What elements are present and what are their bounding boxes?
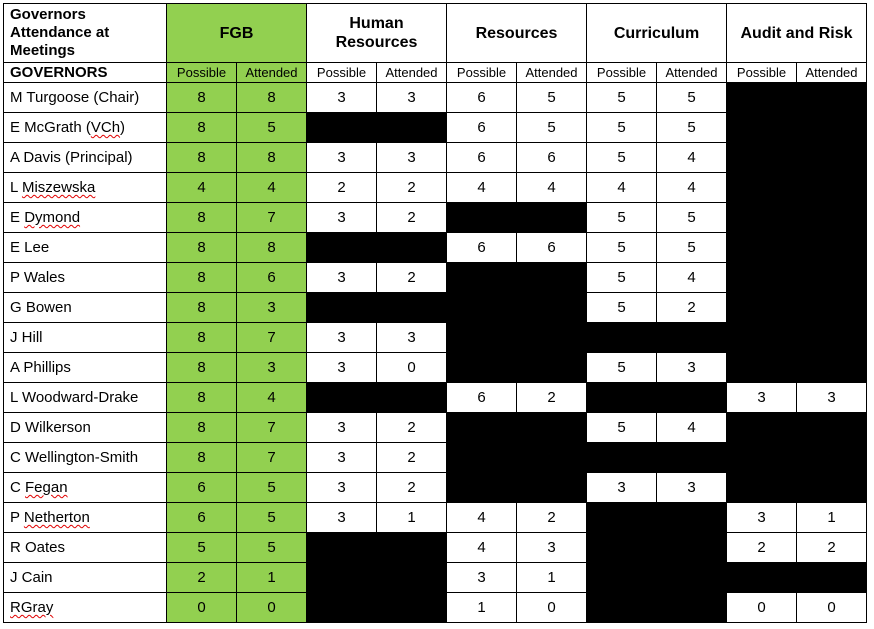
table-row [4, 413, 867, 443]
spellcheck-squiggle: Netherton [23, 509, 90, 526]
fgb-attended-cell: 3 [237, 353, 307, 383]
resources-possible-cell: 6 [447, 383, 517, 413]
governor-name: E Lee [4, 233, 167, 263]
fgb-attended-cell: 5 [237, 533, 307, 563]
fgb-possible-cell: 8 [167, 293, 237, 323]
governor-name: E McGrath (VCh) [4, 113, 167, 143]
curriculum-not-member-cell [587, 533, 727, 563]
curriculum-attended-cell: 5 [657, 233, 727, 263]
attendance-table [3, 3, 867, 623]
audit-not-member-cell [727, 173, 867, 203]
governor-name: A Phillips [4, 353, 167, 383]
table-row [4, 323, 867, 353]
fgb-attended-cell: 6 [237, 263, 307, 293]
hr-attended-cell: 3 [377, 83, 447, 113]
curriculum-not-member-cell [587, 503, 727, 533]
fgb-attended-cell: 7 [237, 413, 307, 443]
fgb-attended-cell: 5 [237, 113, 307, 143]
governor-name: M Turgoose (Chair) [4, 83, 167, 113]
audit-not-member-cell [727, 443, 867, 473]
curriculum-not-member-cell [587, 593, 727, 623]
spellcheck-squiggle: Fegan [25, 479, 68, 496]
table-row [4, 503, 867, 533]
fgb-possible-cell: 8 [167, 323, 237, 353]
governor-name: P Wales [4, 263, 167, 293]
governor-name: J Cain [4, 563, 167, 593]
audit-not-member-cell [727, 323, 867, 353]
hr-attended-cell: 3 [377, 323, 447, 353]
hr-attended-cell: 2 [377, 443, 447, 473]
group-header-audit-and-risk: Audit and Risk [727, 4, 867, 63]
table-row [4, 83, 867, 113]
hr-not-member-cell [307, 113, 447, 143]
resources-not-member-cell [447, 473, 587, 503]
table-title: Governors Attendance at Meetings [4, 4, 167, 63]
curriculum-possible-cell: 5 [587, 413, 657, 443]
curriculum-possible-cell: 4 [587, 173, 657, 203]
group-header-resources: Resources [447, 4, 587, 63]
audit-possible-cell: 3 [727, 503, 797, 533]
fgb-attended-cell: 5 [237, 473, 307, 503]
fgb-attended-cell: 0 [237, 593, 307, 623]
governors-column-header: GOVERNORS [4, 63, 167, 83]
hr-possible-cell: 3 [307, 203, 377, 233]
audit-attended-cell: 1 [797, 503, 867, 533]
resources-attended-cell: 0 [517, 593, 587, 623]
fgb-possible-cell: 8 [167, 413, 237, 443]
fgb-attended-cell: 8 [237, 233, 307, 263]
curriculum-attended-header: Attended [657, 63, 727, 83]
resources-attended-cell: 3 [517, 533, 587, 563]
audit-attended-cell: 3 [797, 383, 867, 413]
curriculum-attended-cell: 4 [657, 173, 727, 203]
fgb-possible-cell: 2 [167, 563, 237, 593]
curriculum-not-member-cell [587, 383, 727, 413]
curriculum-possible-cell: 5 [587, 83, 657, 113]
curriculum-possible-cell: 5 [587, 293, 657, 323]
resources-possible-cell: 6 [447, 233, 517, 263]
spellcheck-squiggle: VCh [90, 119, 121, 136]
hr-not-member-cell [307, 383, 447, 413]
curriculum-possible-header: Possible [587, 63, 657, 83]
resources-not-member-cell [447, 203, 587, 233]
fgb-attended-header: Attended [237, 63, 307, 83]
curriculum-attended-cell: 2 [657, 293, 727, 323]
fgb-possible-cell: 8 [167, 143, 237, 173]
fgb-possible-cell: 8 [167, 443, 237, 473]
table-row [4, 473, 867, 503]
hr-possible-cell: 3 [307, 473, 377, 503]
resources-possible-cell: 1 [447, 593, 517, 623]
table-row [4, 293, 867, 323]
audit-not-member-cell [727, 113, 867, 143]
fgb-attended-cell: 4 [237, 173, 307, 203]
fgb-attended-cell: 4 [237, 383, 307, 413]
governor-name: L Miszewska [4, 173, 167, 203]
curriculum-attended-cell: 4 [657, 143, 727, 173]
resources-possible-cell: 6 [447, 113, 517, 143]
spellcheck-squiggle: Miszewska [21, 179, 96, 196]
curriculum-attended-cell: 4 [657, 263, 727, 293]
fgb-attended-cell: 7 [237, 443, 307, 473]
resources-possible-cell: 6 [447, 83, 517, 113]
fgb-possible-cell: 8 [167, 203, 237, 233]
resources-not-member-cell [447, 443, 587, 473]
hr-attended-cell: 2 [377, 173, 447, 203]
governor-name: E Dymond [4, 203, 167, 233]
resources-possible-cell: 4 [447, 533, 517, 563]
curriculum-attended-cell: 3 [657, 473, 727, 503]
table-row [4, 173, 867, 203]
resources-possible-cell: 4 [447, 503, 517, 533]
fgb-possible-cell: 5 [167, 533, 237, 563]
fgb-attended-cell: 1 [237, 563, 307, 593]
governor-name [4, 593, 167, 623]
audit-not-member-cell [727, 233, 867, 263]
hr-attended-cell: 2 [377, 413, 447, 443]
fgb-possible-cell: 8 [167, 233, 237, 263]
curriculum-possible-cell: 5 [587, 203, 657, 233]
curriculum-attended-cell: 4 [657, 413, 727, 443]
resources-attended-cell: 2 [517, 503, 587, 533]
fgb-possible-cell: 8 [167, 263, 237, 293]
audit-possible-cell: 3 [727, 383, 797, 413]
curriculum-possible-cell: 5 [587, 263, 657, 293]
fgb-attended-cell: 3 [237, 293, 307, 323]
hr-possible-cell: 3 [307, 83, 377, 113]
curriculum-attended-cell: 5 [657, 83, 727, 113]
fgb-attended-cell: 7 [237, 323, 307, 353]
curriculum-not-member-cell [587, 443, 727, 473]
governor-name: J Hill [4, 323, 167, 353]
resources-attended-cell: 6 [517, 233, 587, 263]
spellcheck-squiggle: Dymond [24, 209, 81, 226]
governor-name: C Wellington-Smith [4, 443, 167, 473]
fgb-possible-cell: 8 [167, 383, 237, 413]
hr-attended-cell: 2 [377, 473, 447, 503]
resources-possible-header: Possible [447, 63, 517, 83]
curriculum-not-member-cell [587, 323, 727, 353]
resources-attended-cell: 5 [517, 83, 587, 113]
audit-not-member-cell [727, 563, 867, 593]
audit-not-member-cell [727, 353, 867, 383]
governor-name: R Oates [4, 533, 167, 563]
resources-possible-cell: 6 [447, 143, 517, 173]
table-row [4, 203, 867, 233]
resources-attended-cell: 1 [517, 563, 587, 593]
curriculum-possible-cell: 5 [587, 113, 657, 143]
hr-possible-cell: 3 [307, 443, 377, 473]
curriculum-possible-cell: 5 [587, 233, 657, 263]
table-row [4, 383, 867, 413]
hr-possible-cell: 3 [307, 323, 377, 353]
fgb-attended-cell: 5 [237, 503, 307, 533]
audit-possible-cell: 2 [727, 533, 797, 563]
group-header-curriculum: Curriculum [587, 4, 727, 63]
curriculum-possible-cell: 5 [587, 143, 657, 173]
governor-name: C Fegan [4, 473, 167, 503]
fgb-attended-cell: 8 [237, 143, 307, 173]
audit-not-member-cell [727, 293, 867, 323]
fgb-possible-cell: 6 [167, 473, 237, 503]
table-row [4, 113, 867, 143]
table-row [4, 593, 867, 623]
hr-possible-cell: 3 [307, 503, 377, 533]
audit-attended-cell: 2 [797, 533, 867, 563]
resources-not-member-cell [447, 263, 587, 293]
audit-not-member-cell [727, 143, 867, 173]
hr-attended-cell: 1 [377, 503, 447, 533]
audit-possible-header: Possible [727, 63, 797, 83]
resources-attended-cell: 5 [517, 113, 587, 143]
audit-not-member-cell [727, 83, 867, 113]
curriculum-attended-cell: 5 [657, 113, 727, 143]
table-row [4, 353, 867, 383]
hr-not-member-cell [307, 593, 447, 623]
hr-attended-header: Attended [377, 63, 447, 83]
hr-not-member-cell [307, 563, 447, 593]
audit-possible-cell: 0 [727, 593, 797, 623]
curriculum-possible-cell: 5 [587, 353, 657, 383]
fgb-attended-cell: 7 [237, 203, 307, 233]
audit-attended-cell: 0 [797, 593, 867, 623]
resources-attended-cell: 6 [517, 143, 587, 173]
spellcheck-squiggle: RGray [10, 599, 54, 616]
table-row [4, 563, 867, 593]
governor-name: D Wilkerson [4, 413, 167, 443]
hr-possible-cell: 3 [307, 143, 377, 173]
governor-name: L Woodward-Drake [4, 383, 167, 413]
group-header-human-resources: Human Resources [307, 4, 447, 63]
hr-possible-cell: 3 [307, 413, 377, 443]
hr-possible-header: Possible [307, 63, 377, 83]
resources-possible-cell: 3 [447, 563, 517, 593]
table-row [4, 533, 867, 563]
fgb-possible-cell: 0 [167, 593, 237, 623]
audit-attended-header: Attended [797, 63, 867, 83]
fgb-possible-cell: 6 [167, 503, 237, 533]
resources-attended-header: Attended [517, 63, 587, 83]
curriculum-not-member-cell [587, 563, 727, 593]
hr-not-member-cell [307, 233, 447, 263]
resources-attended-cell: 4 [517, 173, 587, 203]
table-row [4, 443, 867, 473]
hr-not-member-cell [307, 533, 447, 563]
hr-possible-cell: 3 [307, 353, 377, 383]
hr-attended-cell: 2 [377, 263, 447, 293]
curriculum-attended-cell: 3 [657, 353, 727, 383]
table-row [4, 263, 867, 293]
hr-possible-cell: 3 [307, 263, 377, 293]
resources-possible-cell: 4 [447, 173, 517, 203]
hr-attended-cell: 3 [377, 143, 447, 173]
resources-not-member-cell [447, 353, 587, 383]
resources-not-member-cell [447, 413, 587, 443]
curriculum-attended-cell: 5 [657, 203, 727, 233]
fgb-possible-cell: 4 [167, 173, 237, 203]
resources-not-member-cell [447, 293, 587, 323]
hr-possible-cell: 2 [307, 173, 377, 203]
resources-attended-cell: 2 [517, 383, 587, 413]
resources-not-member-cell [447, 323, 587, 353]
fgb-possible-cell: 8 [167, 83, 237, 113]
fgb-possible-cell: 8 [167, 113, 237, 143]
fgb-possible-header: Possible [167, 63, 237, 83]
hr-not-member-cell [307, 293, 447, 323]
hr-attended-cell: 0 [377, 353, 447, 383]
audit-not-member-cell [727, 473, 867, 503]
governor-name: A Davis (Principal) [4, 143, 167, 173]
table-row [4, 143, 867, 173]
governor-name: P Netherton [4, 503, 167, 533]
table-row [4, 233, 867, 263]
fgb-possible-cell: 8 [167, 353, 237, 383]
curriculum-possible-cell: 3 [587, 473, 657, 503]
group-header-row [4, 4, 867, 63]
hr-attended-cell: 2 [377, 203, 447, 233]
group-header-fgb: FGB [167, 4, 307, 63]
audit-not-member-cell [727, 203, 867, 233]
fgb-attended-cell: 8 [237, 83, 307, 113]
audit-not-member-cell [727, 413, 867, 443]
audit-not-member-cell [727, 263, 867, 293]
sub-header-row [4, 63, 867, 83]
governor-name: G Bowen [4, 293, 167, 323]
